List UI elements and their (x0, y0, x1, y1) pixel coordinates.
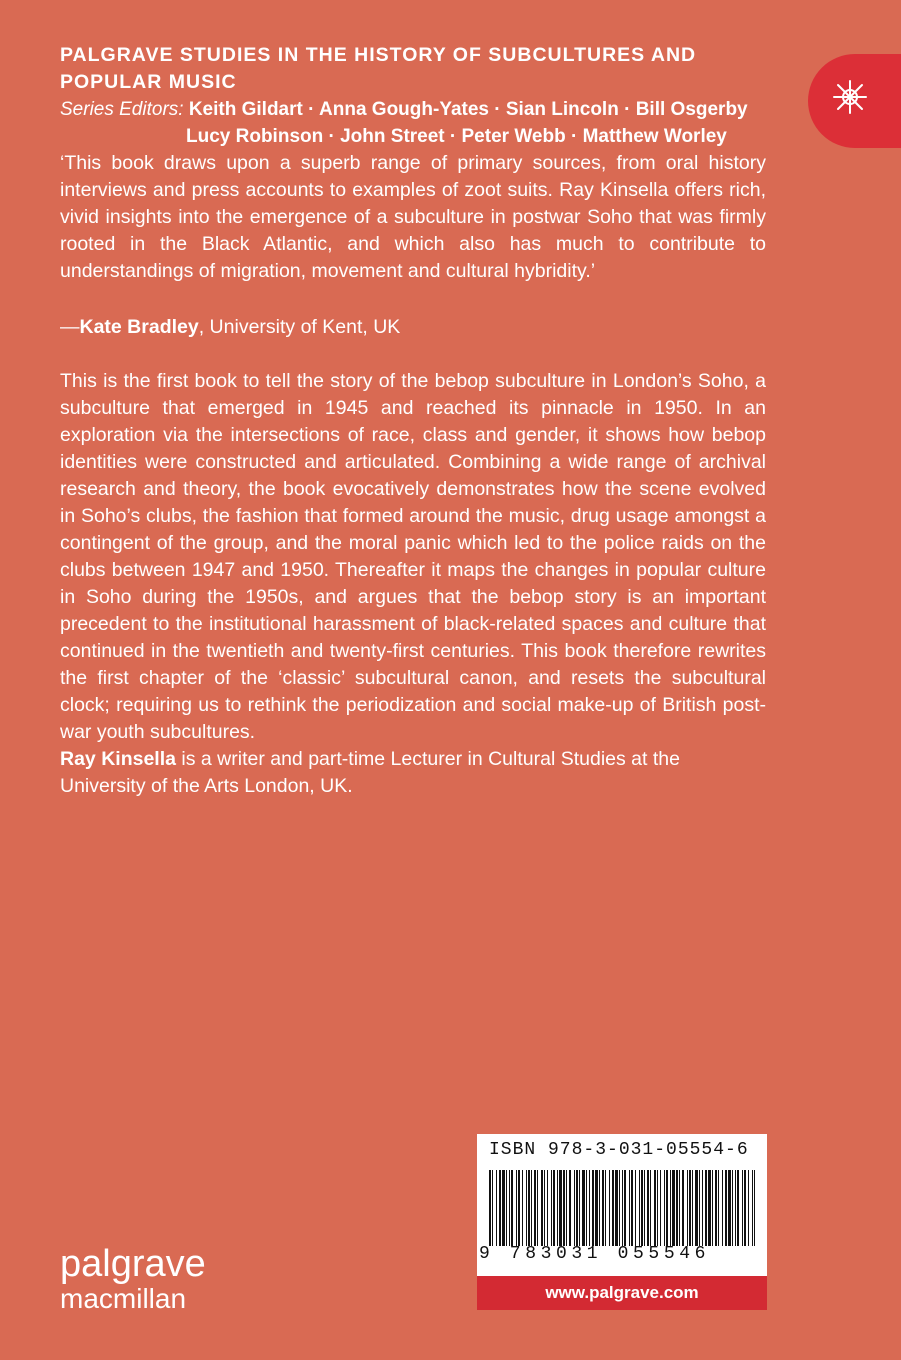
barcode-bar (752, 1170, 753, 1246)
barcode-bar (639, 1170, 640, 1246)
barcode-bar (511, 1170, 513, 1246)
barcode-bar (541, 1170, 543, 1246)
editors-names-1: Keith Gildart · Anna Gough-Yates · Sian Lincoln · Bill Osgerby (188, 99, 748, 120)
barcode-bar (702, 1170, 703, 1246)
isbn-barcode (477, 1134, 767, 1310)
barcode-bar (654, 1170, 656, 1246)
barcode-bar (699, 1170, 700, 1246)
barcode-bar (602, 1170, 604, 1246)
barcode-bar (641, 1170, 643, 1246)
barcode-bar (589, 1170, 590, 1246)
barcode-bar (742, 1170, 743, 1246)
barcode-bar (689, 1170, 691, 1246)
editors-names-2: Lucy Robinson · John Street · Peter Webb · Matthew Worley (186, 126, 727, 147)
barcode-bar (547, 1170, 548, 1246)
barcode-bar (595, 1170, 598, 1246)
barcode-bar (722, 1170, 723, 1246)
barcode-bar (692, 1170, 693, 1246)
barcode-bar (666, 1170, 668, 1246)
barcode-bar (718, 1170, 719, 1246)
barcode-bar (559, 1170, 562, 1246)
barcode-bar (657, 1170, 658, 1246)
barcode-bar (557, 1170, 558, 1246)
barcode-bar (576, 1170, 578, 1246)
barcode-bar (748, 1170, 749, 1246)
barcode-bar (647, 1170, 649, 1246)
barcode-bar (676, 1170, 678, 1246)
barcode-bar (635, 1170, 636, 1246)
author-bio (60, 746, 766, 800)
barcode-bar (553, 1170, 555, 1246)
author-name: Ray Kinsella (60, 748, 176, 770)
barcode-bar (509, 1170, 510, 1246)
barcode-bar (534, 1170, 536, 1246)
barcode-bar (715, 1170, 717, 1246)
barcode-bar (579, 1170, 580, 1246)
barcode-bar (551, 1170, 552, 1246)
barcode-bar (664, 1170, 665, 1246)
editors-label: Series Editors: (60, 99, 184, 120)
barcode-bar (660, 1170, 661, 1246)
barcode-bar (566, 1170, 567, 1246)
barcode-bar (569, 1170, 571, 1246)
endorser-affiliation: , University of Kent, UK (198, 316, 401, 338)
barcode-bar (679, 1170, 680, 1246)
palgrave-star-icon (830, 77, 870, 117)
barcode-bar (744, 1170, 746, 1246)
barcode-bar (526, 1170, 527, 1246)
barcode-bars (489, 1170, 755, 1246)
barcode-bar (518, 1170, 520, 1246)
logo-palgrave: palgrave (60, 1243, 206, 1285)
barcode-bar (582, 1170, 585, 1246)
barcode-bar (644, 1170, 645, 1246)
endorser-name: Kate Bradley (79, 316, 199, 338)
barcode-bar (544, 1170, 545, 1246)
barcode-bar (670, 1170, 671, 1246)
barcode-bar (615, 1170, 618, 1246)
barcode-bar (695, 1170, 698, 1246)
barcode-bar (754, 1170, 755, 1246)
barcode-bar (599, 1170, 600, 1246)
barcode-bar (624, 1170, 626, 1246)
barcode-bar (609, 1170, 610, 1246)
barcode-bar (522, 1170, 523, 1246)
logo-macmillan: macmillan (60, 1283, 187, 1314)
book-description: This is the first book to tell the story of the bebop subculture in London’s Soho, a subculture that emerged in 1945 and reached its pinnacle in 1950. In an exploration via the intersections of race, class and gender, it shows how bebop identities were constructed and articulated. Combining a wide range of archival research and theory, the book evocatively demonstrates how the scene evolved in Soho’s clubs, the fashion that formed around the music, drug usage amongst a contingent of the group, and the moral panic which led to the police raids on the clubs between 1947 and 1950. Thereafter it maps the changes in popular culture in Soho during the 1950s, and argues that the bebop story is an important precedent to the institutional harassment of black-related spaces and culture that continued in the twentieth and twenty-first centuries. This book therefore rewrites the first chapter of the ‘classic’ subcultural canon, and resets the subcultural clock; requiring us to rethink the periodization and social make-up of British post-war youth subcultures. (60, 370, 766, 743)
barcode-bar (502, 1170, 505, 1246)
barcode-bar (622, 1170, 623, 1246)
barcode-bar (735, 1170, 736, 1246)
series-title: PALGRAVE STUDIES IN THE HISTORY OF SUBCULTURES AND POPULAR MUSIC (60, 44, 697, 93)
barcode-bar (489, 1170, 491, 1246)
barcode-bar (612, 1170, 614, 1246)
endorsement-quote: ‘This book draws upon a superb range of primary sources, from oral history interviews and press accounts to examples of zoot suits. Ray Kinsella offers rich, vivid insights into the emergence of a subculture in postwar Soho that was firmly rooted in the Black Atlantic, and which also has much to contribute to understandings of migration, movement and cultural hybridity.’ (60, 152, 766, 282)
barcode-bar (499, 1170, 501, 1246)
barcode-bar (682, 1170, 684, 1246)
isbn-label: ISBN 978-3-031-05554-6 (489, 1140, 749, 1160)
barcode-bar (492, 1170, 493, 1246)
author-bio-text: is a writer and part-time Lecturer in Cultural Studies at the University of the Arts London, UK. (60, 748, 680, 797)
barcode-bar (728, 1170, 731, 1246)
barcode-bar (737, 1170, 739, 1246)
publisher-logo (60, 1244, 206, 1314)
publisher-url: www.palgrave.com (477, 1276, 767, 1310)
barcode-bar (650, 1170, 651, 1246)
barcode-bar (712, 1170, 713, 1246)
barcode-bar (528, 1170, 530, 1246)
barcode-bar (506, 1170, 507, 1246)
barcode-bar (605, 1170, 606, 1246)
barcode-bar (592, 1170, 594, 1246)
barcode-bar (629, 1170, 630, 1246)
barcode-bar (705, 1170, 707, 1246)
isbn-digits: 9 783031 055546 (479, 1244, 711, 1264)
barcode-bar (725, 1170, 727, 1246)
barcode-bar (631, 1170, 633, 1246)
barcode-bar (586, 1170, 587, 1246)
barcode-bar (619, 1170, 620, 1246)
barcode-bar (708, 1170, 711, 1246)
attribution-dash: — (60, 316, 80, 338)
barcode-bar (496, 1170, 497, 1246)
barcode-bar (531, 1170, 532, 1246)
barcode-bar (672, 1170, 675, 1246)
barcode-bar (563, 1170, 565, 1246)
barcode-bar (574, 1170, 575, 1246)
barcode-bar (537, 1170, 538, 1246)
barcode-bar (732, 1170, 733, 1246)
barcode-bar (516, 1170, 517, 1246)
series-editors (60, 96, 780, 150)
palgrave-badge (808, 54, 901, 148)
editors-line-1 (60, 96, 780, 123)
barcode-bar (687, 1170, 688, 1246)
endorsement-attribution (60, 314, 400, 341)
